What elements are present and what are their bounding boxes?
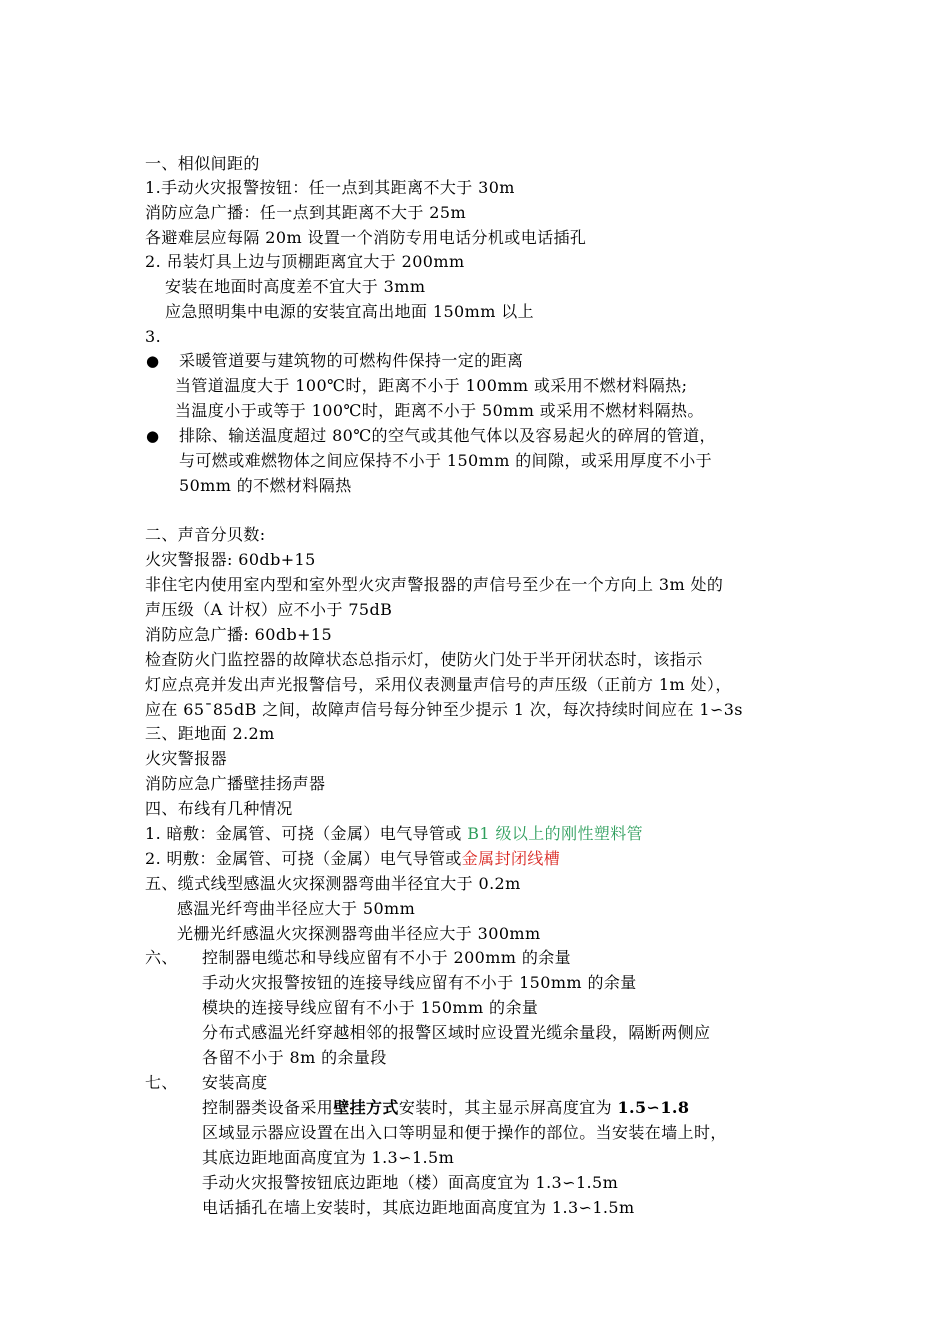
section-2-line-5: 检查防火门监控器的故障状态总指示灯，使防火门处于半开闭状态时，该指示 [145,650,703,669]
section-3-line-1: 火灾警报器 [145,749,228,768]
section-1-line-3: 各避难层应每隔 20m 设置一个消防专用电话分机或电话插孔 [145,228,587,247]
section-7-line-6: 电话插孔在墙上安装时，其底边距地面高度宜为 1.3∽1.5m [202,1198,635,1217]
bullet-2-line-2: 与可燃或难燃物体之间应保持不小于 150mm 的间隙，或采用厚度不小于 [179,451,713,470]
section-1-line-7: 3. [145,327,162,346]
section-2-line-7: 应在 65¯85dB 之间，故障声信号每分钟至少提示 1 次，每次持续时间应在 1∽3s [145,700,743,719]
section-7-line-2-bold-b: 1.5∽1.8 [617,1098,690,1117]
section-1-line-5: 安装在地面时高度差不宜大于 3mm [165,277,426,296]
section-2-title: 二、声音分贝数: [145,525,266,544]
section-2-line-1: 火灾警报器: 60db+15 [145,550,316,569]
section-4-line-2 [145,847,560,871]
section-5-line-2: 光栅光纤感温火灾探测器弯曲半径应大于 300mm [177,924,541,943]
section-4-line-1-text: 1. 暗敷：金属管、可挠（金属）电气导管或 [145,824,468,843]
section-3-title: 三、距地面 2.2m [145,724,275,743]
section-7-line-2 [202,1096,689,1120]
section-4-line-2-highlight: 金属封闭线槽 [461,849,561,868]
section-2-line-2: 非住宅内使用室内型和室外型火灾声警报器的声信号至少在一个方向上 3m 处的 [145,575,724,594]
section-7-line-5: 手动火灾报警按钮底边距地（楼）面高度宜为 1.3∽1.5m [202,1173,619,1192]
section-7-number: 七、 [145,1073,178,1092]
section-2-line-4: 消防应急广播: 60db+15 [145,625,333,644]
section-2-line-3: 声压级（A 计权）应不小于 75dB [145,600,393,619]
section-7-line-2-text-b: 安装时，其主显示屏高度宜为 [398,1098,618,1117]
section-1-line-2: 消防应急广播：任一点到其距离不大于 25m [145,203,467,222]
section-4-title: 四、布线有几种情况 [145,799,293,818]
section-7-line-4: 其底边距地面高度宜为 1.3∽1.5m [202,1148,455,1167]
bullet-1-line-2: 当管道温度大于 100℃时，距离不小于 100mm 或采用不燃材料隔热; [175,376,688,395]
bullet-2: ● [146,427,160,445]
section-7-line-1: 安装高度 [202,1073,268,1092]
section-5-title: 五、缆式线型感温火灾探测器弯曲半径宜大于 0.2m [145,874,521,893]
section-7-line-3: 区域显示器应设置在出入口等明显和便于操作的部位。当安装在墙上时， [202,1123,727,1142]
section-4-line-1-highlight: B1 级以上的刚性塑料管 [467,824,644,843]
section-1-line-1: 1.手动火灾报警按钮：任一点到其距离不大于 30m [145,178,515,197]
section-6-line-2: 手动火灾报警按钮的连接导线应留有不小于 150mm 的余量 [202,973,637,992]
bullet-1: ● [146,352,160,370]
section-6-line-4: 分布式感温光纤穿越相邻的报警区域时应设置光缆余量段，隔断两侧应 [202,1023,711,1042]
section-2-line-6: 灯应点亮并发出声光报警信号，采用仪表测量声信号的声压级（正前方 1m 处）， [145,675,732,694]
bullet-1-line-3: 当温度小于或等于 100℃时，距离不小于 50mm 或采用不燃材料隔热。 [175,401,704,420]
section-1-line-6: 应急照明集中电源的安装宜高出地面 150mm 以上 [165,302,535,321]
section-1-title: 一、相似间距的 [145,154,260,173]
bullet-2-line-1: 排除、输送温度超过 80℃的空气或其他气体以及容易起火的碎屑的管道， [179,426,716,445]
section-6-line-5: 各留不小于 8m 的余量段 [202,1048,387,1067]
section-1-line-4: 2. 吊装灯具上边与顶棚距离宜大于 200mm [145,252,465,271]
bullet-2-line-3: 50mm 的不燃材料隔热 [179,476,352,495]
section-6-line-3: 模块的连接导线应留有不小于 150mm 的余量 [202,998,539,1017]
section-6-number: 六、 [145,948,178,967]
section-4-line-2-text: 2. 明敷：金属管、可挠（金属）电气导管或 [145,849,462,868]
bullet-1-line-1: 采暖管道要与建筑物的可燃构件保持一定的距离 [179,351,524,370]
section-3-line-2: 消防应急广播壁挂扬声器 [145,774,326,793]
section-7-line-2-bold-a: 壁挂方式 [333,1098,399,1117]
section-6-line-1: 控制器电缆芯和导线应留有不小于 200mm 的余量 [202,948,572,967]
section-5-line-1: 感温光纤弯曲半径应大于 50mm [177,899,416,918]
section-7-line-2-text-a: 控制器类设备采用 [202,1098,334,1117]
section-4-line-1 [145,822,643,846]
